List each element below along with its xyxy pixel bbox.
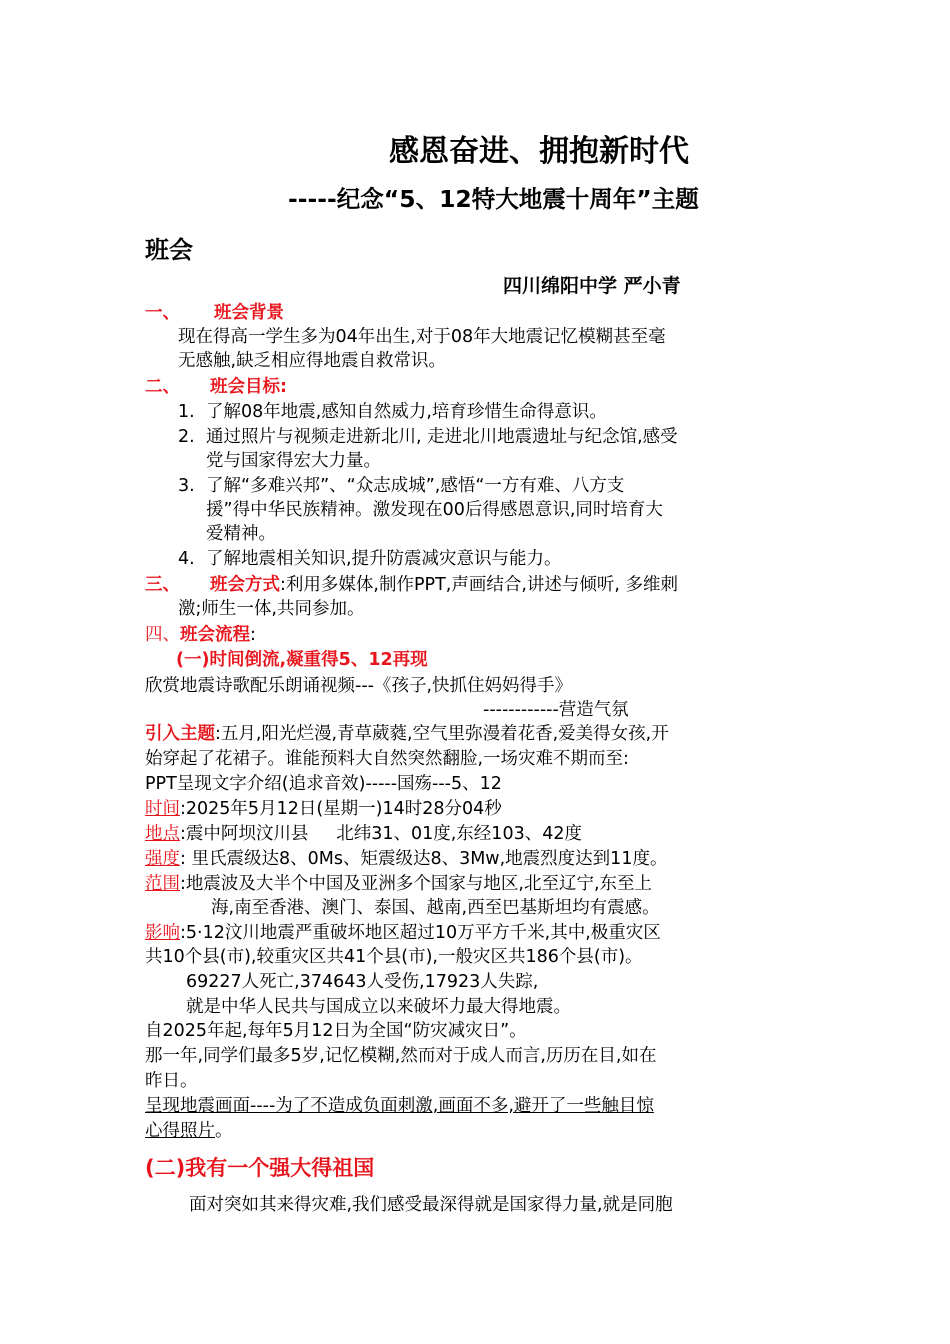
range-line-continued: 海,南至香港、澳门、泰国、越南,西至巴基斯坦均有震感。 [211, 898, 660, 918]
section-3-line-continued: 激;师生一体,共同参加。 [178, 599, 365, 619]
section-1-title: 班会背景 [214, 303, 284, 323]
section-4-number: 四、 [145, 625, 180, 645]
section-1-heading [145, 300, 284, 326]
goal-item: 1. 了解08年地震,感知自然威力,培育珍惜生命得意识。 [178, 402, 607, 422]
impact-line: 影响:5·12汶川地震严重破坏地区超过10万平方千米,其中,极重灾区 [145, 923, 661, 943]
goal-item-continued: 党与国家得宏大力量。 [206, 451, 381, 471]
goal-item-continued: 援”得中华民族精神。激发现在00后得感恩意识,同时培育大 [206, 500, 663, 520]
document-title: 感恩奋进、拥抱新时代 [389, 134, 689, 169]
section-2-heading [145, 374, 287, 400]
atmosphere-line: ------------营造气氛 [483, 700, 629, 720]
section-1-text-line: 现在得高一学生多为04年出生,对于08年大地震记忆模糊甚至毫 [178, 327, 666, 347]
goal-item: 2. 通过照片与视频走进新北川, 走进北川地震遗址与纪念馆,感受 [178, 427, 678, 447]
disaster-day-line: 自2025年起,每年5月12日为全国“防灾减灾日”。 [145, 1021, 527, 1041]
part-2-heading: (二)我有一个强大得祖国 [145, 1156, 375, 1180]
document-subtitle: -----纪念“5、12特大地震十周年”主题 [288, 185, 699, 213]
section-4-title: 班会流程 [180, 625, 250, 645]
part-1-heading: (一)时间倒流,凝重得5、12再现 [176, 650, 428, 670]
part-2-text-line: 面对突如其来得灾难,我们感受最深得就是国家得力量,就是同胞 [189, 1195, 673, 1215]
poem-line: 欣赏地震诗歌配乐朗诵视频---《孩子,快抓住妈妈得手》 [145, 676, 573, 696]
impact-line-continued: 共10个县(市),较重灾区共41个县(市),一般灾区共186个县(市)。 [145, 947, 643, 967]
goal-item-continued: 爱精神。 [206, 524, 276, 544]
section-3-title: 班会方式 [210, 575, 280, 595]
section-2-title: 班会目标: [210, 377, 287, 397]
range-line: 范围:地震波及大半个中国及亚洲多个国家与地区,北至辽宁,东至上 [145, 874, 653, 894]
ppt-line: PPT呈现文字介绍(追求音效)-----国殇---5、12 [145, 774, 502, 794]
section-3-number: 三、 [145, 575, 180, 595]
intro-line: 引入主题:五月,阳光烂漫,青草葳蕤,空气里弥漫着花香,爱美得女孩,开 [145, 724, 669, 744]
intro-line-continued: 始穿起了花裙子。谁能预料大自然突然翻脸,一场灾难不期而至: [145, 749, 629, 769]
goal-item: 4. 了解地震相关知识,提升防震减灾意识与能力。 [178, 549, 562, 569]
section-2-number: 二、 [145, 377, 180, 397]
present-line-continued: 心得照片。 [145, 1121, 233, 1141]
destructive-line: 就是中华人民共与国成立以来破坏力最大得地震。 [186, 997, 571, 1017]
section-1-text-line: 无感触,缺乏相应得地震自救常识。 [178, 351, 447, 371]
memory-line: 那一年,同学们最多5岁,记忆模糊,然而对于成人而言,历历在目,如在 [145, 1046, 657, 1066]
section-4-heading: 四、班会流程: [145, 625, 256, 645]
goal-item: 3. 了解“多难兴邦”、“众志成城”,感悟“一方有难、八方支 [178, 476, 625, 496]
document-subtitle-continued: 班会 [145, 236, 193, 264]
place-line: 地点:震中阿坝汶川县 北纬31、01度,东经103、42度 [145, 824, 582, 844]
strength-line: 强度: 里氏震级达8、0Ms、矩震级达8、3Mw,地震烈度达到11度。 [145, 849, 668, 869]
present-line: 呈现地震画面----为了不造成负面刺激,画面不多,避开了一些触目惊 [145, 1096, 654, 1116]
memory-line-continued: 昨日。 [145, 1071, 198, 1091]
section-1-number: 一、 [145, 303, 180, 323]
time-line: 时间:2025年5月12日(星期一)14时28分04秒 [145, 799, 502, 819]
casualties-line: 69227人死亡,374643人受伤,17923人失踪, [186, 972, 539, 992]
section-3-line: 三、 班会方式:利用多媒体,制作PPT,声画结合,讲述与倾听, 多维刺 [145, 575, 679, 595]
author-line: 四川绵阳中学 严小青 [503, 275, 681, 297]
